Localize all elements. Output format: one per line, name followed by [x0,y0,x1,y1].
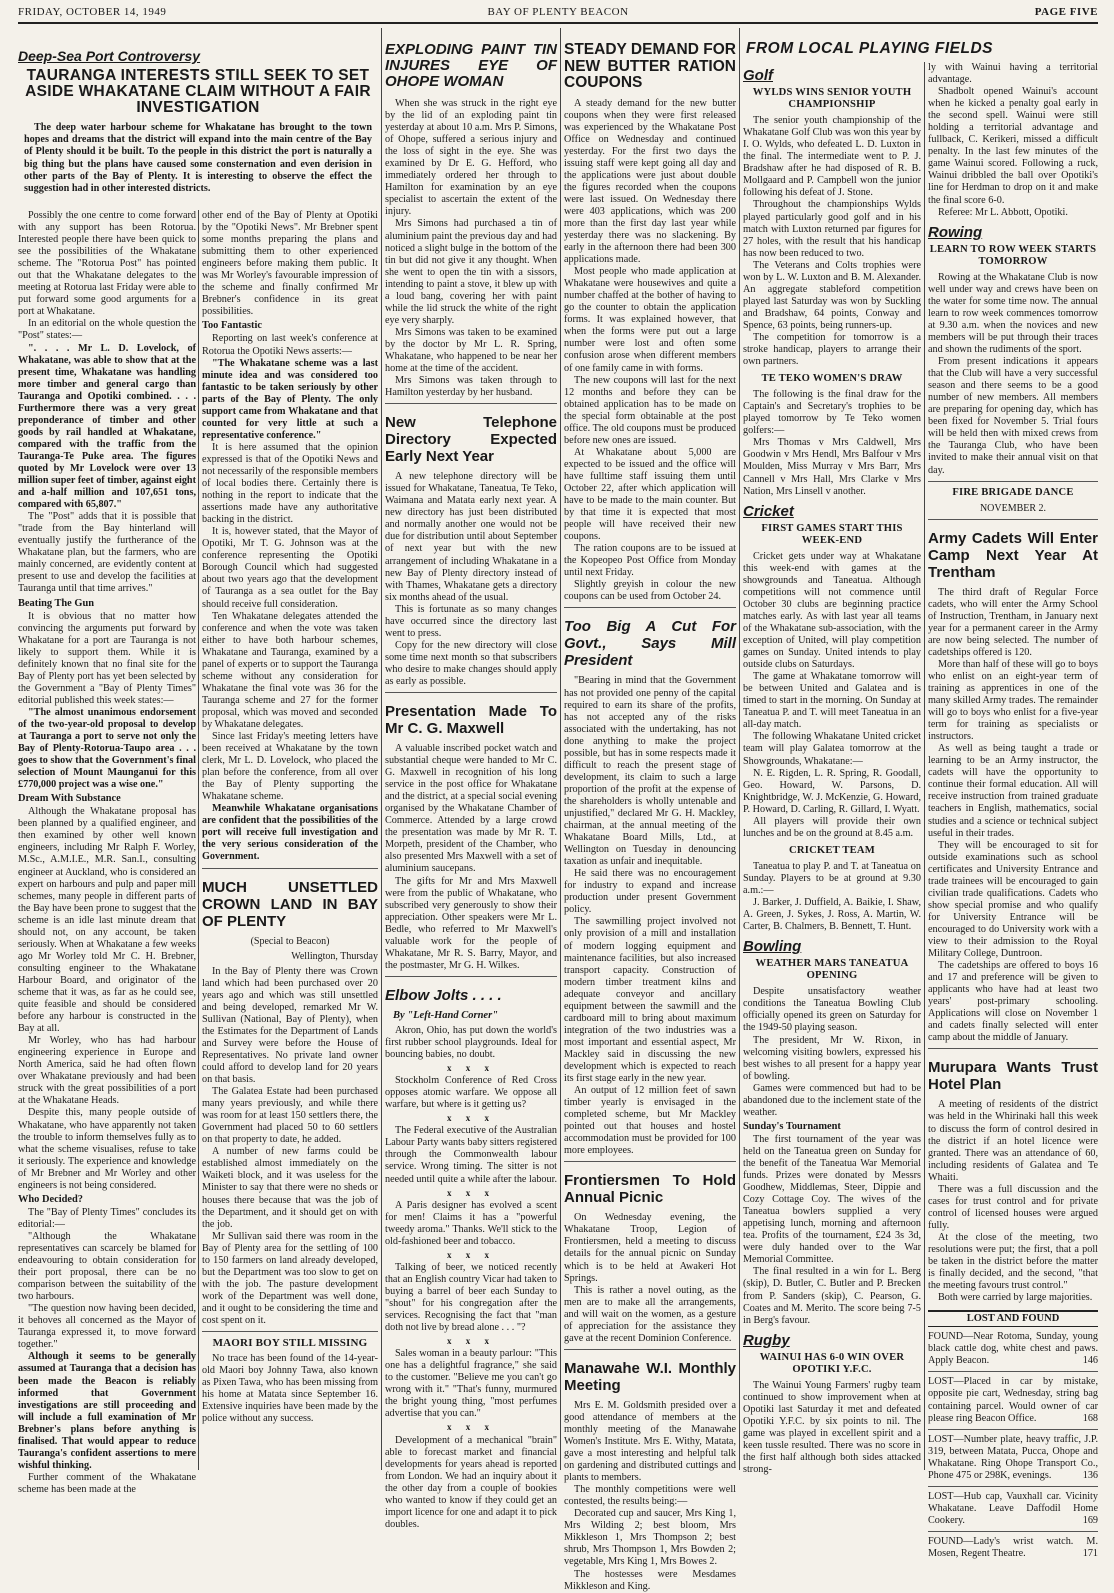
classified-ad [928,1491,1098,1527]
port-kicker: Deep-Sea Port Controversy [18,48,201,64]
cricket-p1: Cricket gets under way at Whakatane this week-end with games at the showgrounds and Taneatua. Although competitions will not commence until October 30 clubs are beginning practice matches early. As with last year all teams of the Whakatane sub-association, with the exception of United, will play competition games on Sunday. United intends to play outside clubs on Saturdays. [743,550,921,671]
port-p1: Possibly the one centre to come forward with any support has been Rotorua. Interested people there have been quick to see the possibilities of the Whakatane scheme. The "Rotorua Post" has pointed out that the Whakatane delegates to the meeting at Rotorua last Friday were able to put forward some good arguments for a port at Whakatane. [18,210,196,318]
maori-boy-headline: MAORI BOY STILL MISSING [212,1337,368,1350]
crown-land-p4: Mr Sullivan said there was room in the Bay of Plenty area for the settling of 100 to 150 farmers on land already developed, but the Department was too slow to get on with the job. The pasture development work of the Department was well done, and it ought to be considering the time and cost spent on it. [202,1230,378,1326]
rowing-p2: From present indications it appears that the Club will have a very successful season and there seems to be a good number of new members. All members are preparing for opening day, which has been fixed for November 5. Trial fours will be held then with mixed crews from the Tauranga Club, who have been invited to make their annual visit on that day. [928,356,1098,476]
subhead-beating-the-gun: Beating The Gun [18,597,95,609]
classified-ad-number: 171 [1082,1547,1098,1559]
manawahe-p4: The hostesses were Mesdames Mikkleson and King. [564,1568,736,1592]
jolt-2: Stockholm Conference of Red Cross opposes atomic warfare. We oppose all warfare, but where is it getting us? [385,1075,557,1111]
army-p1: The third draft of Regular Force cadets, who will enter the Army School of Instruction, Trentham, in January next year for a permanent career in the Army are now being selected. The number of cadetships offered is 120. [928,586,1098,658]
classified-ad [928,1331,1098,1367]
mill-p1: "Bearing in mind that the Government has not provided one penny of the capital required to earn its share of the profits, has not accepted any of the risks associated with the undertaking, has not done anything to make the project possible, but has in some respects made it difficult to reach the present stage of development, its claim to such a large proportion of the profit at the expense of the shareholders is wholly untenable and unjustified," declared Mr G. H. Mackley, chairman, at the annual meeting of the Whakatane Board Mills, Ltd., at Wellington on Tuesday in denouncing taxation as unfair and inequitable. [564,675,736,868]
classified-ad-text: LOST—Number plate, heavy traffic, J.P. 319, between Matata, Pucca, Ohope and Whakatane. Ring Ohope Transport Co., Phone 475 or 298K, evenings. [928,1433,1098,1481]
crown-land-p3: A number of new farms could be established almost immediately on the Waiketi block, and it was useless for the Minister to say that there were no sheds or houses there because that was the job of the Department, and it should get on with the job. [202,1146,378,1230]
port-cont-p8: Meanwhile Whakatane organisations are confident that the possibilities of the port will receive full investigation and the very serious consideration of the Government. [202,803,378,863]
paint-tin-p2: Mrs Simons had purchased a tin of aluminium paint the previous day and had noticed a slight bulge in the bottom of the tin but did not give it any thought. When she went to open the tin with a sissors, intending to paint a stove, it blew up with a loud bang, covering her with paint while the lid struck the white of the right eye very sharply. [385,218,557,326]
frontiersmen-headline: Frontiersmen To Hold Annual Picnic [564,1172,736,1207]
te-teko-p2: Mrs Thomas v Mrs Caldwell, Mrs Goodwin v Mrs Hendl, Mrs Balfour v Mrs Moulden, Miss Murray v Mrs Barr, Mrs Cannell v Mrs Hall, Mrs Clarke v Mrs Nation, Mrs Linsell v another. [743,437,921,497]
port-p9: Despite this, many people outside of Whakatane, who have apparently not taken the trouble to inform themselves fully as to what the scheme visualises, refuse to take it seriously. The experience and knowledge of Mr Brebner and Mr Worley and other engineers is not being considered. [18,1107,196,1191]
bowling-p5: The final resulted in a win for L. Berg (skip), D. Butler, C. Butler and P. Brecken from P. Sanders (skip), C. Pearson, G. Coates and M. Merito. The score being 7-5 in Berg's favour. [743,1266,921,1326]
divider [928,1048,1098,1049]
mill-p4: An output of 12 million feet of sawn timber yearly is envisaged in the completed scheme, but Mr Mackley pointed out that houses and hostel accommodation must be provided for 100 more employees. [564,1085,736,1157]
column-rule [739,28,740,1470]
butter-p3: The new coupons will last for the next 12 months and before they can be obtained application has to be made on the special form obtainable at the post office. The old coupons must be produced before new ones are issued. [564,374,736,446]
cricket-p3: The following Whakatane United cricket team will play Galatea tomorrow at the Showgrounds, Whakatane:— [743,731,921,767]
crown-land-headline: MUCH UNSETTLED CROWN LAND IN BAY OF PLENTY [202,878,378,930]
butter-p4: At Whakatane about 5,000 are expected to be issued and the office will have fulltime staff issuing them until October 22, after which application will have to be made to the main counter. But by that time it is expected that most people will have received their new coupons. [564,446,736,543]
butter-p1: A steady demand for the new butter coupons when they were first released was experienced by the Whakatane Post Office on Wednesday and continued yesterday. For the first two days the issuing staff were kept going all day and the applications were just about double the figures recorded when the coupons were last issued. On Wednesday there were 403 applications, which was 200 more than the first day last year while yesterday there was no slackening. By early in the afternoon there had been 300 applications made. [564,97,736,266]
cricket-team-p1: Taneatua to play P. and T. at Taneatua on Sunday. Players to be at ground at 9.30 a.m.:— [743,860,921,896]
divider [928,1429,1098,1430]
column-5 [743,62,921,1476]
separator: x x x [447,1336,495,1347]
mill-p3: The sawmilling project involved not only provision of a mill and installation of modern logging equipment and maintenance facilities, but also increased transport capacity. Construction of modern timber treatment kilns and adequate conveyor and ancillary equipment between the sawmill and the cardboard mill to bring about maximum integration of the two industries was a most important and essential aspect, Mr Mackley said in discussing the new development which is expected to reach its first stage early in the new year. [564,916,736,1085]
bowling-p3: Games were commenced but had to be abandoned due to the inclement state of the weather. [743,1082,921,1118]
classified-ad-number: 168 [1082,1412,1098,1424]
port-p4: The "Post" adds that it is possible that "trade from the Bay hinterland will eventually justify the furtherance of the Whakatane plan, but the farmers, who are mainly concerned, are evidently content at present to use and develop the facilities at Tauranga until that time arrives." [18,511,196,595]
classified-ad [928,1536,1098,1560]
port-p12: "The question now having been decided, it behoves all concerned as the Mayor of Tauranga expressed it, to move forward together." [18,1303,196,1351]
jolt-1: Akron, Ohio, has put down the world's first rubber school playgrounds. Ideal for bouncing babies, no doubt. [385,1024,557,1061]
classified-ad [928,1434,1098,1482]
port-p11: "Although the Whakatane representatives can scarcely be blamed for endeavouring to obtain consideration for their port proposal, there can be no comparison between the suitability of the two harbours. [18,1230,196,1303]
lost-and-found-heading: LOST AND FOUND [928,1310,1098,1327]
telephone-p2: This is fortunate as so many changes have occurred since the directory last went to press. [385,603,557,639]
rugby-cont-p1: ly with Wainui having a territorial advantage. [928,62,1098,86]
bowling-section-title: Bowling [743,938,802,956]
port-p10: The "Bay of Plenty Times" concludes its editorial:— [18,1206,196,1230]
presentation-p1: A valuable inscribed pocket watch and substantial cheque were handed to Mr C. G. Maxwell in recognition of his long service in the post office for Whakatane and the district, at a special social evening organised by the Whakatane Chamber of Commerce. Attended by a large crowd the presentation was made by Mr R. T. Morpeth, president of the Chamber, who also presented Mrs Maxwell with a set of aluminium saucepans. [385,743,557,875]
presentation-headline: Presentation Made To Mr C. G. Maxwell [385,703,557,738]
port-headline: TAURANGA INTERESTS STILL SEEK TO SET ASIDE WHAKATANE CLAIM WITHOUT A FAIR INVESTIGATION [25,67,371,116]
golf-p1: The senior youth championship of the Whakatane Golf Club was won this year by I. O. Wylds, who defeated L. D. Luxton in the final. The intermediate went to P. J. Bradshaw after he had disposed of R. B. Mollgaard and P. Campbell won the junior following his defeat of J. Stone. [743,115,921,199]
port-p8: Mr Worley, who has had harbour engineering experience in Europe and North America, said he had often flown over Whakatane previously and had been struck with the great possibilities of a port at the Whakatane Heads. [18,1035,196,1107]
column-rule [560,28,561,1470]
telephone-directory-headline: New Telephone Directory Expected Early Next Year [385,414,557,466]
port-cont-p2: Reporting on last week's conference at Rotorua the Opotiki News asserts:— [202,333,378,357]
divider [385,403,557,404]
crown-land-p1: In the Bay of Plenty there was Crown land which had been purchased over 20 years ago and which was still unsettled and being developed, remarked Mr W. Sullivan (National, Bay of Plenty), when the Estimates for the Department of Lands and Survey were before the House of Representatives. No private land owner could afford to develop land for 20 years on that basis. [202,965,378,1086]
column-rule [381,28,382,1470]
masthead [18,6,1098,20]
port-article-header [18,48,378,195]
crown-land-byline: (Special to Beacon) [250,935,330,947]
rugby-p1: The Wainui Young Farmers' rugby team continued to show improvement when at Opotiki last Saturday it met and defeated Opotiki Y.F.C. by six points to nil. The game was played in excellent spirit and a keen tussle resulted. There was no score in the first half although both sides attacked strong- [743,1379,921,1476]
cricket-team-p2: J. Barker, J. Duffield, A. Baikie, I. Shaw, A. Green, J. Sykes, J. Ross, A. Martin, W. Carter, B. Chalmers, B. Bennett, T. Hunt. [743,897,921,933]
port-p7: Although the Whakatane proposal has been planned by a qualified engineer, and then examined by other well known engineers, including Mr Ralph F. Worley, M.Sc., A.M.I.E., M.R. San.I., consulting engineer at Auckland, who is considered an expert on harbours and pulp and paper mill schemes, many people in different parts of the Bay have been prone to suggest that the scheme is an idle last minute dream that should not, on any account, be taken seriously. When at Whakatane a few weeks ago Mr Worley told Mr C. H. Brebner, consulting engineer to the Whakatane Harbour Board, and originator of the scheme that it was, as far as he could see, quite feasible and should be considered before any harbour is constructed in the Bay at all. [18,806,196,1035]
cricket-p2: The game at Whakatane tomorrow will be between United and Galatea and is timed to start in the morning. On Sunday at Taneatua P. and T. will meet Taneatua in an all-day match. [743,671,921,731]
jolt-3: The Federal executive of the Australian Labour Party wants baby sitters registered through the Commonwealth labour service. Wrong timing. The sitter is not needed until quite a while after the labour. [385,1125,557,1185]
classified-ad-text: FOUND—Lady's wrist watch. M. Mosen, Regent Theatre. [928,1535,1098,1559]
port-p14: Further comment of the Whakatane scheme has been made at the [18,1471,196,1495]
jolt-7: Development of a mechanical "brain" able to forecast market and financial developments for years ahead is reported from London. We had an inquiry about it the other day from a couple of bookies who wanted to know if they could get an import licence for one and adapt it to pick doubles. [385,1434,557,1530]
cricket-section-title: Cricket [743,502,794,520]
separator: x x x [447,1113,495,1124]
divider [928,1371,1098,1372]
army-p3: As well as being taught a trade or learning to be an Army instructor, the cadets will have the opportunity to continue their formal education. All will receive instruction from trained graduate teachers in English, mathematics, social studies and a science or technical subject useful in their trades. [928,743,1098,839]
cricket-headline: FIRST GAMES START THIS WEEK-END [761,522,903,546]
bowling-p4: The first tournament of the year was held on the Taneatua green on Sunday for the benefit of the Taneatua War Memorial funds. Prizes were donated by Messrs Goodhew, Middlemas, Steer, Dippie and Cozy Cottage Coy. The wives of the Taneatua bowlers supplied a very appetising lunch, morning and afternoon tea. Profits of the tournament, £24 3s 3d, were duly handed over to the War Memorial Committee. [743,1133,921,1266]
murupara-p2: There was a full discussion and the cases for trust control and for private control of licensed houses were argued fully. [928,1183,1098,1231]
butter-p6: Slightly greyish in colour the new coupons can be used from October 24. [564,579,736,603]
bowling-p1: Despite unsatisfactory weather conditions the Taneatua Bowling Club officially opened its green on Saturday for the 1949-50 playing season. [743,986,921,1034]
column-4 [564,40,736,1592]
army-p5: The cadetships are offered to boys 16 and 17 and preference will be given to applicants who have had at least two years' post-primary schooling. Applications will close on November 1 and cadets finally selected will enter camp about the middle of January. [928,960,1098,1044]
rugby-headline: WAINUI HAS 6-0 WIN OVER OPOTIKI Y.F.C. [759,1351,905,1375]
murupara-headline: Murupara Wants Trust Hotel Plan [928,1059,1098,1094]
sports-banner: FROM LOCAL PLAYING FIELDS [746,40,994,57]
rugby-section-title: Rugby [743,1331,790,1349]
classified-ad-number: 146 [1082,1355,1098,1367]
bowling-headline: WEATHER MARS TANEATUA OPENING [755,958,909,982]
manawahe-p1: Mrs E. M. Goldsmith presided over a good attendance of members at the monthly meeting of the Manawahe Women's Institute. Mrs E. Withy, Matata, gave a most interesting and helpful talk on gardening and distributed cuttings and plants to members. [564,1399,736,1484]
divider [928,1486,1098,1487]
telephone-p3: Copy for the new directory will close some time next month so that subscribers who desire to make changes should apply as early as possible. [385,639,557,687]
army-p4: They will be encouraged to sit for outside examinations such as school certificates and University Entrance and trade trainees will be encouraged to gain civilian trade qualifications. Cadets who show special promise and who qualify for University Entrance will be encouraged to do University work with a view to their admission to the Royal Military College, Duntroon. [928,839,1098,960]
separator: x x x [447,1422,495,1433]
rugby-cont-p2: Shadbolt opened Wainui's account when he kicked a penalty goal early in the second spell. Wainui were still holding a territorial advantage and fullback, C. Kerikeri, missed a difficult penalty. In the last few minutes of the game Wainui scored. Following a ruck, Wainui dribbled the ball over Opotiki's line for Herdman to drop on it and make the final score 6-0. [928,86,1098,206]
mill-p2: He said there was no encouragement for industry to expand and increase production under present Government policy. [564,868,736,916]
manawahe-p3: Decorated cup and saucer, Mrs King 1, Mrs Wilding 2; best bloom, Mrs Mikkleson 1, Mrs Thompson 2; best shrub, Mrs Thompson 1, Mrs Bowden 2; vegetable, Mrs King 1, Mrs Bowes 2. [564,1508,736,1568]
murupara-p3: At the close of the meeting, two resolutions were put; the first, that a poll be taken in the district before the matter is finally decided, and the second, "that the meeting favours trust control." [928,1231,1098,1292]
classified-ad-text: LOST—Placed in car by mistake, opposite pie cart, Wednesday, string bag containing parcel. Would owner of car please ring Beacon Office. [928,1376,1098,1424]
port-cont-p6: Ten Whakatane delegates attended the conference and when the vote was taken either to have both harbour schemes, Whakatane and Tauranga, examined by a panel of experts or to support the Tauranga scheme without any consideration for Whakatane the final vote was 36 for the Tauranga scheme and 27 for the former proposal, which was moved and seconded by Whakatane delegates. [202,610,378,730]
port-cont-p5: It is, however stated, that the Mayor of Opotiki, Mr T. G. Johnson was at the conference representing the Opotiki Borough Council which had suggested about two years ago that the development of Tauranga as a sea outlet for the Bay should receive full consideration. [202,526,378,610]
port-p3: ". . . . Mr L. D. Lovelock, of Whakatane, was able to show that at the present time, Whakatane was handling more timber and general cargo than Tauranga and Opotiki combined. . . . Furthermore there was a very great preponderance of timber and other goods by rail handled at Whakatane, compared with the traffic from the Tauranga-Te Puke area. The figures quoted by Mr Lovelock were over 13 million super feet of timber, against eight and a-half million and 107,651 tons, compared with 65,807." [18,342,196,511]
army-cadets-headline: Army Cadets Will Enter Camp Next Year At Trentham [928,529,1098,581]
elbow-jolts-headline: Elbow Jolts . . . . [385,986,502,1004]
paint-tin-p3: Mrs Simons was taken to be examined by the doctor by Mr L. R. Spring, Whakatane, who happened to be near her home at the time of the accident. [385,326,557,375]
masthead-date: FRIDAY, OCTOBER 14, 1949 [18,6,167,18]
divider [385,976,557,977]
port-cont-p1: other end of the Bay of Plenty at Opotiki by the "Opotiki News". Mr Brebner spent some months preparing the plans and submitting them to other experienced engineers before making them public. It was Mr Worley's favourable impression of the scheme and finally confirmed Mr Brebner's confidence in its great possibilities. [202,210,378,318]
paint-tin-p1: When she was struck in the right eye by the lid of an exploding paint tin yesterday at about 10 a.m. Mrs P. Simons, of Ohope, suffered a serious injury and the loss of sight in the eye. She was examined by Dr E. G. Hefford, who immediately ordered her through to Hamilton for examination by an eye specialist to ascertain the extent of the injury. [385,98,557,218]
subhead-dream-with-substance: Dream With Substance [18,793,121,805]
port-cont-p7: Since last Friday's meeting letters have been received at Whakatane by the town clerk, Mr L. D. Lovelock, who placed the plan before the conference, from all over the Bay of Plenty supporting the Whakatane scheme. [202,731,378,803]
golf-p2: Throughout the championships Wylds played particularly good golf and in his match with Luxton returned par figures for 27 holes, with the result that his handicap has now been reduced to two. [743,199,921,259]
header-mask [18,40,378,48]
golf-p3: The Veterans and Colts trophies were won by L. W. Luxton and B. M. Alexander. An aggregate stableford competition played last Saturday was won by Suckling and Bradshaw, 64 points, Conway and Spence, 63 points, being runners-up. [743,259,921,331]
paint-tin-p4: Mrs Simons was taken through to Hamilton yesterday by her husband. [385,375,557,399]
divider [202,1331,378,1332]
golf-p4: The competition for tomorrow is a stroke handicap, players to arrange their own partners. [743,331,921,368]
masthead-paper-name: BAY OF PLENTY BEACON [487,6,629,18]
divider [202,868,378,869]
jolt-5: Talking of beer, we noticed recently that an English country Vicar had taken to buying a barrel of beer each Sunday to "shout" for his congregation after the services. Recognising the fact that "man doth not live by bread alone . . . "? [385,1261,557,1334]
jolt-6: Sales woman in a beauty parlour: "This one has a delightful fragrance," she said to the customer. "Believe me you can't go wrong with it." "That's funny, murmured the bright young thing, "most perfumes advertise that you can." [385,1348,557,1420]
divider [385,692,557,693]
golf-section-title: Golf [743,67,773,84]
butter-coupons-headline: STEADY DEMAND FOR NEW BUTTER RATION COUPONS [564,41,736,91]
fire-brigade-date: NOVEMBER 2. [979,502,1047,514]
port-p6: "The almost unanimous endorsement of the two-year-old proposal to develop at Tauranga a port to serve not only the Bay of Plenty-Rotorua-Taupo area . . . goes to show that the Government's final selection of Mount Maunganui for this £770,000 project was a wise one." [18,706,196,791]
separator: x x x [447,1249,495,1260]
classified-ad-text: LOST—Hub cap, Vauxhall car. Vicinity Whakatane. Leave Daffodil Home Cookery. [928,1490,1098,1526]
column-2 [202,210,378,1470]
jolt-4: A Paris designer has evolved a scent for men! Claims it has a "powerful tweedy aroma." Thanks. We'll stick to the old-fashioned beer and tobacco. [385,1199,557,1247]
manawahe-p2: The monthly competitions were well contested, the results being:— [564,1484,736,1508]
classified-ad-number: 136 [1082,1469,1098,1481]
army-p2: More than half of these will go to boys who enlist on an eight-year term of training as apprentices in one of the many skilled Army trades. The remainder will go to boys who enlist for a five-year term for training as specialists or instructors. [928,658,1098,743]
divider [564,607,736,608]
masthead-page-number: PAGE FIVE [1034,6,1098,18]
divider [928,1531,1098,1532]
golf-headline: WYLDS WINS SENIOR YOUTH CHAMPIONSHIP [752,87,912,111]
port-p5: It is obvious that no matter how convincing the arguments put forward by Whakatane for a port are Tauranga is not likely to support them. While it is definitely known that no final site for the Bay of Plenty port has yet been selected by the Government a "Bay of Plenty Times" editorial published this week states:— [18,610,196,706]
classified-ad-number: 169 [1082,1514,1098,1526]
murupara-p4: Both were carried by large majorities. [938,1292,1093,1304]
crown-land-p2: The Galatea Estate had been purchased many years previously, and while there was room for at least 150 settlers there, the Government had placed 50 to 60 settlers on that property to date, he added. [202,1086,378,1146]
subhead-sundays-tournament: Sunday's Tournament [743,1120,841,1132]
rowing-headline: LEARN TO ROW WEEK STARTS TOMORROW [929,243,1097,267]
telephone-p1: A new telephone directory will be issued for Whakatane, Taneatua, Te Teko, Waimana and Matata early next year. A new directory has just been distributed and normally another one would not be due for distribution until about September of next year but with the new arrangement of including Whakatane in a new Bay of Plenty directory instead of with Thames, Whakatane gets a directory six months ahead of the usual. [385,471,557,603]
te-teko-headline: TE TEKO WOMEN'S DRAW [761,373,903,385]
divider [928,519,1098,520]
frontiersmen-p2: This is rather a novel outing, as the men are to make all the arrangements, and will wait on the women, as a gesture of appreciation for the assistance they gave at the recent Dominion Conference. [564,1284,736,1344]
presentation-p2: The gifts for Mr and Mrs Maxwell were from the public of Whakatane, who subscribed very generously to show their appreciation. Other speakers were Mr L. Bedle, who referred to Mr Maxwell's valuable work for the people of Whakatane, Mr R. S. Barry, Mayor, and the postmaster, Mr G. H. Wilkes. [385,875,557,971]
classified-ad-text: FOUND—Near Rotoma, Sunday, young black cattle dog, white chest and paws. Apply Beacon. [928,1331,1098,1367]
column-1-body [18,210,196,1495]
butter-p2: Most people who made application at Whakatane were housewives and quite a number chaffed at the bother of having to go the counter to obtain the application forms. It was explained however, that when the forms were put out a large number were lost and often some confusion arose when different members of one family came in with forms. [564,266,736,374]
rugby-cont-p3: Referee: Mr L. Abbott, Opotiki. [938,206,1068,218]
column-6 [928,62,1098,1559]
cricket-p5: All players will provide their own lunches and be on the ground at 8.45 a.m. [743,815,921,839]
separator: x x x [447,1063,495,1074]
port-p13: Although it seems to be generally assumed at Tauranga that a decision has been made the Beacon is reliably informed that Government investigations are still proceeding and will include a full examination of Mr Brebner's plans before anything is finalised. That would appear to reduce Tauranga's confident assertions to mere wishful thinking. [18,1351,196,1471]
divider [928,481,1098,482]
port-cont-p4: It is here assumed that the opinion expressed is that of the Opotiki News and not necessarily of the responsible members of local bodies there. Certainly there is nothing in the report to indicate that the assertions made have any authoritative backing in the district. [202,441,378,526]
separator: x x x [447,1187,495,1198]
classified-ads [928,1331,1098,1560]
paint-tin-headline: EXPLODING PAINT TIN INJURES EYE OF OHOPE WOMAN [385,41,557,90]
subhead-who-decided: Who Decided? [18,1193,83,1205]
divider [564,1349,736,1350]
rowing-section-title: Rowing [928,223,983,241]
frontiersmen-p1: On Wednesday evening, the Whakatane Troop, Legion of Frontiersmen, held a meeting to discuss details for the annual picnic on Sunday which is to be held at Awakeri Hot Springs. [564,1212,736,1284]
divider [564,1161,736,1162]
maori-boy-p1: No trace has been found of the 14-year-old Maori boy Johnny Tawa, also known as Pixen Tawa, who has been missing from his home at Matata since September 16. Extensive inquiries have been made by the police without any success. [202,1353,378,1425]
mill-president-headline: Too Big A Cut For Govt., Says Mill President [564,618,736,670]
port-cont-p3: "The Whakatane scheme was a last minute idea and was considered too fantastic to be taken seriously by other parts of the Bay of Plenty. The only support came from Whakatane and that counted for very little at such a representative conference." [202,357,378,441]
classified-ad [928,1376,1098,1424]
column-3 [385,40,557,1530]
subhead-too-fantastic: Too Fantastic [202,320,262,332]
rowing-p1: Rowing at the Whakatane Club is now well under way and crews have been on the water for some time now. The annual learn to row week commences tomorrow at 9.30 a.m. when the novices and new members will be put through their traces and shown the rudiments of the sport. [928,271,1098,356]
column-rule [198,210,199,1470]
fire-brigade-dance: FIRE BRIGADE DANCE [952,486,1074,498]
manawahe-headline: Manawahe W.I. Monthly Meeting [564,1359,736,1394]
bowling-p2: The president, Mr W. Rixon, in welcoming visiting bowlers, expressed his best wishes to all present for a happy year of bowling. [743,1034,921,1082]
port-intro: The deep water harbour scheme for Whakatane has brought to the town hopes and dreams that the district will expand into the main centre of the Bay of Plenty should it be built. To the people in this district the port is naturally a big thing but the plans have caused some consternation and even derision in other parts of the Bay of Plenty. It is interesting to observe the effect the suggestion had in other interested districts. [24,122,372,195]
column-rule [924,62,925,1470]
elbow-jolts-byline: By "Left-Hand Corner" [393,1009,498,1021]
cricket-p4: N. E. Rigden, L. R. Spring, R. Goodall, Geo. Howard, W. Parsons, D. Knightbridge, W. J. McKenzie, G. Howard, P. Howard, D. Carling, R. Gillard, I. Wyatt. [743,767,921,815]
te-teko-p1: The following is the final draw for the Captain's and Secretary's trophies to be played tomorrow by Te Teko women golfers:— [743,389,921,437]
port-p2: In an editorial on the whole question the "Post" states:— [18,318,196,342]
crown-land-dateline: Wellington, Thursday [291,950,378,962]
masthead-rule [18,22,1098,24]
butter-p5: The ration coupons are to be issued at the Kopeopeo Post Office from Monday until next Friday. [564,543,736,579]
cricket-team-headline: CRICKET TEAM [789,844,875,856]
murupara-p1: A meeting of residents of the district was held in the Whirinaki hall this week to discuss the form of control desired in the district if an hotel licence were granted. There was an attendance of 60, including residents of Galatea and Te Whaiti. [928,1099,1098,1183]
